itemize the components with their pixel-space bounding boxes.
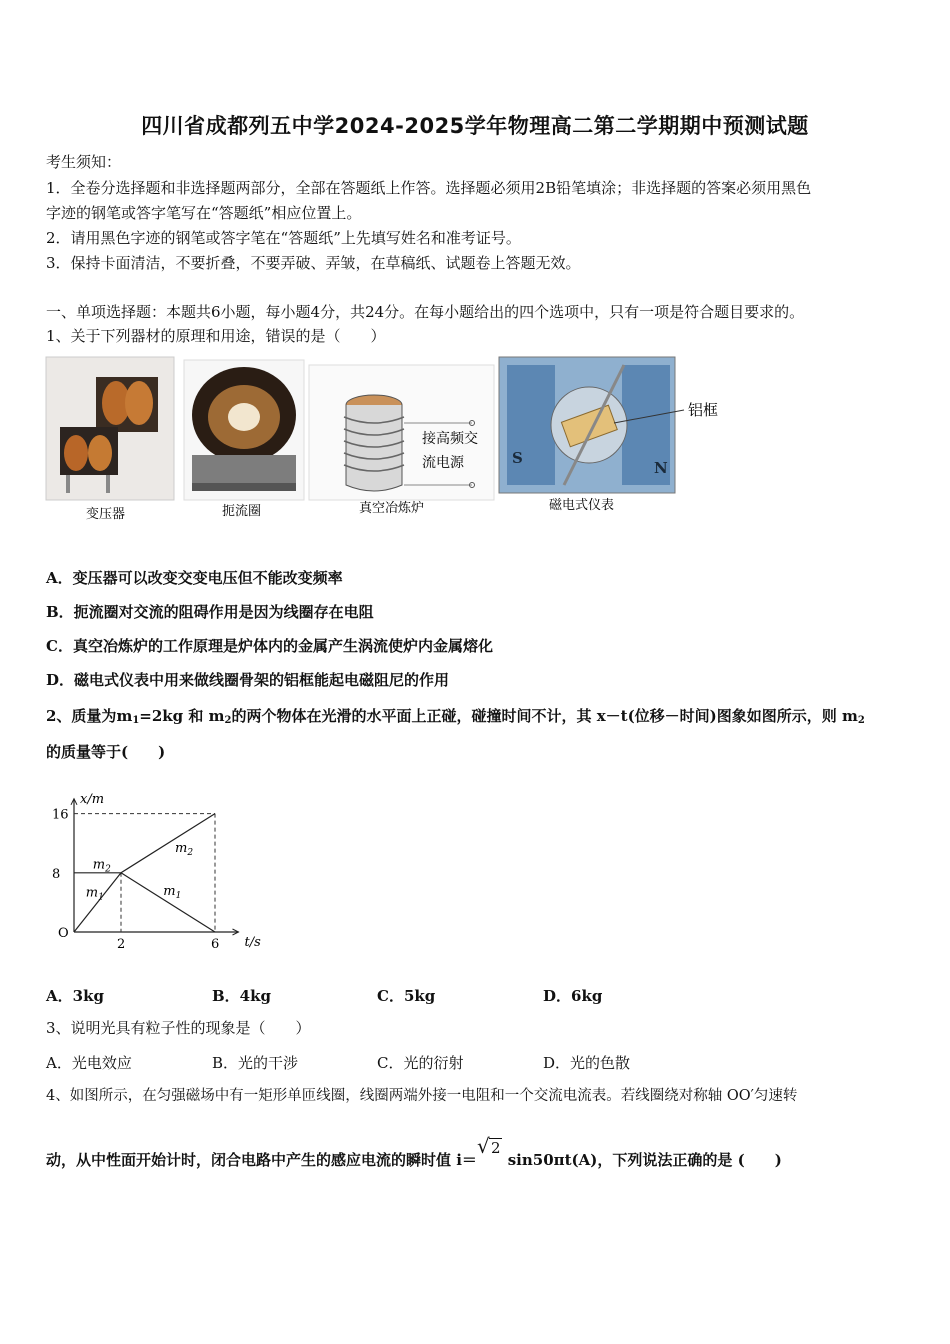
x-axis-label: t/s [244, 935, 261, 950]
page-title: 四川省成都列五中学2024-2025学年物理高二第二学期期中预测试题 [141, 114, 809, 138]
caption-meter: 磁电式仪表 [549, 498, 615, 513]
origin-label: O [58, 926, 69, 941]
caption-transformer: 变压器 [86, 507, 126, 522]
x-tick-label: 6 [211, 937, 220, 952]
vacuum-furnace-image [309, 365, 494, 500]
x-tick-label: 2 [117, 937, 126, 952]
q1-figure [44, 355, 734, 525]
pole-n: N [654, 459, 668, 477]
q1-option-b: B．扼流圈对交流的阻碍作用是因为线圈存在电阻 [46, 603, 374, 621]
series-label: $m_1$ [163, 884, 182, 901]
notice-item-2: 2．请用黑色字迹的钢笔或答字笔在“答题纸”上先填写姓名和准考证号。 [46, 229, 521, 247]
q1-option-c: C．真空冶炼炉的工作原理是炉体内的金属产生涡流使炉内金属熔化 [46, 637, 493, 655]
caption-choke: 扼流圈 [222, 504, 262, 519]
pole-s: S [512, 449, 523, 467]
notice-item-3: 3．保持卡面清洁，不要折叠，不要弄破、弄皱，在草稿纸、试题卷上答题无效。 [46, 254, 581, 272]
series-label: $m_2$ [175, 841, 194, 859]
q4-stem-line1: 4、如图所示，在匀强磁场中有一矩形单匝线圈，线圈两端外接一电阻和一个交流电流表。若线圈绕对称轴 OO′匀速转 [46, 1088, 798, 1104]
choke-coil-image [184, 360, 304, 500]
y-tick-label: 8 [52, 866, 61, 882]
furnace-label-2: 流电源 [422, 455, 464, 471]
q1-option-d: D．磁电式仪表中用来做线圈骨架的铝框能起电磁阻尼的作用 [46, 671, 450, 689]
q2-option-c: C．5kg [377, 987, 436, 1005]
series-m1-segment-2 [121, 873, 215, 932]
q2-option-b: B．4kg [212, 987, 271, 1005]
q4-stem-line2: 动，从中性面开始计时，闭合电路中产生的感应电流的瞬时值 i＝ √ 2 sin50πt(A)，下列说法正确的是 ( ) [46, 1134, 782, 1169]
notice-item-1: 1．全卷分选择题和非选择题两部分，全部在答题纸上作答。选择题必须用2B铅笔填涂；非选择题的答案必须用黑色 [46, 179, 812, 197]
q3-stem: 3、说明光具有粒子性的现象是（ ） [46, 1019, 311, 1037]
xt-graph [40, 780, 300, 960]
sqrt-symbol: √ 2 [476, 1134, 501, 1158]
section-heading: 一、单项选择题：本题共6小题，每小题4分，共24分。在每小题给出的四个选项中，只有一项是符合题目要求的。 [46, 303, 805, 321]
q3-option-a: A．光电效应 [46, 1054, 132, 1072]
q2-stem-line1: 2、质量为$m_1=2kg$ 和 $m_2$的两个物体在光滑的水平面上正碰，碰撞时间不计，其 x－t(位移－时间)图象如图所示，则 $m_2$ [46, 707, 865, 726]
moving-coil-meter-image [499, 357, 718, 493]
q1-option-a: A．变压器可以改变交变电压但不能改变频率 [46, 569, 343, 587]
q2-option-a: A．3kg [46, 987, 104, 1005]
q3-option-d: D．光的色散 [543, 1054, 631, 1072]
q1-stem: 1、关于下列器材的原理和用途，错误的是（ ） [46, 327, 386, 345]
q3-option-b: B．光的干涉 [212, 1054, 299, 1072]
y-tick-label: 16 [52, 807, 69, 823]
furnace-label-1: 接高频交 [422, 431, 478, 447]
aluminum-frame-label: 铝框 [688, 401, 719, 419]
q2-option-d: D．6kg [543, 987, 603, 1005]
q3-option-c: C．光的衍射 [377, 1054, 464, 1072]
series-m2-segment-2 [121, 814, 215, 873]
series-label: $m_1$ [85, 885, 104, 903]
notice-item-1-cont: 字迹的钢笔或答字笔写在“答题纸”相应位置上。 [46, 204, 362, 222]
transformer-image [46, 357, 174, 500]
notice-heading: 考生须知： [46, 153, 122, 171]
series-label: $m_2$ [92, 857, 111, 875]
caption-furnace: 真空冶炼炉 [359, 501, 425, 516]
q2-stem-line2: 的质量等于( ) [46, 743, 166, 761]
y-axis-label: x/m [80, 791, 105, 807]
